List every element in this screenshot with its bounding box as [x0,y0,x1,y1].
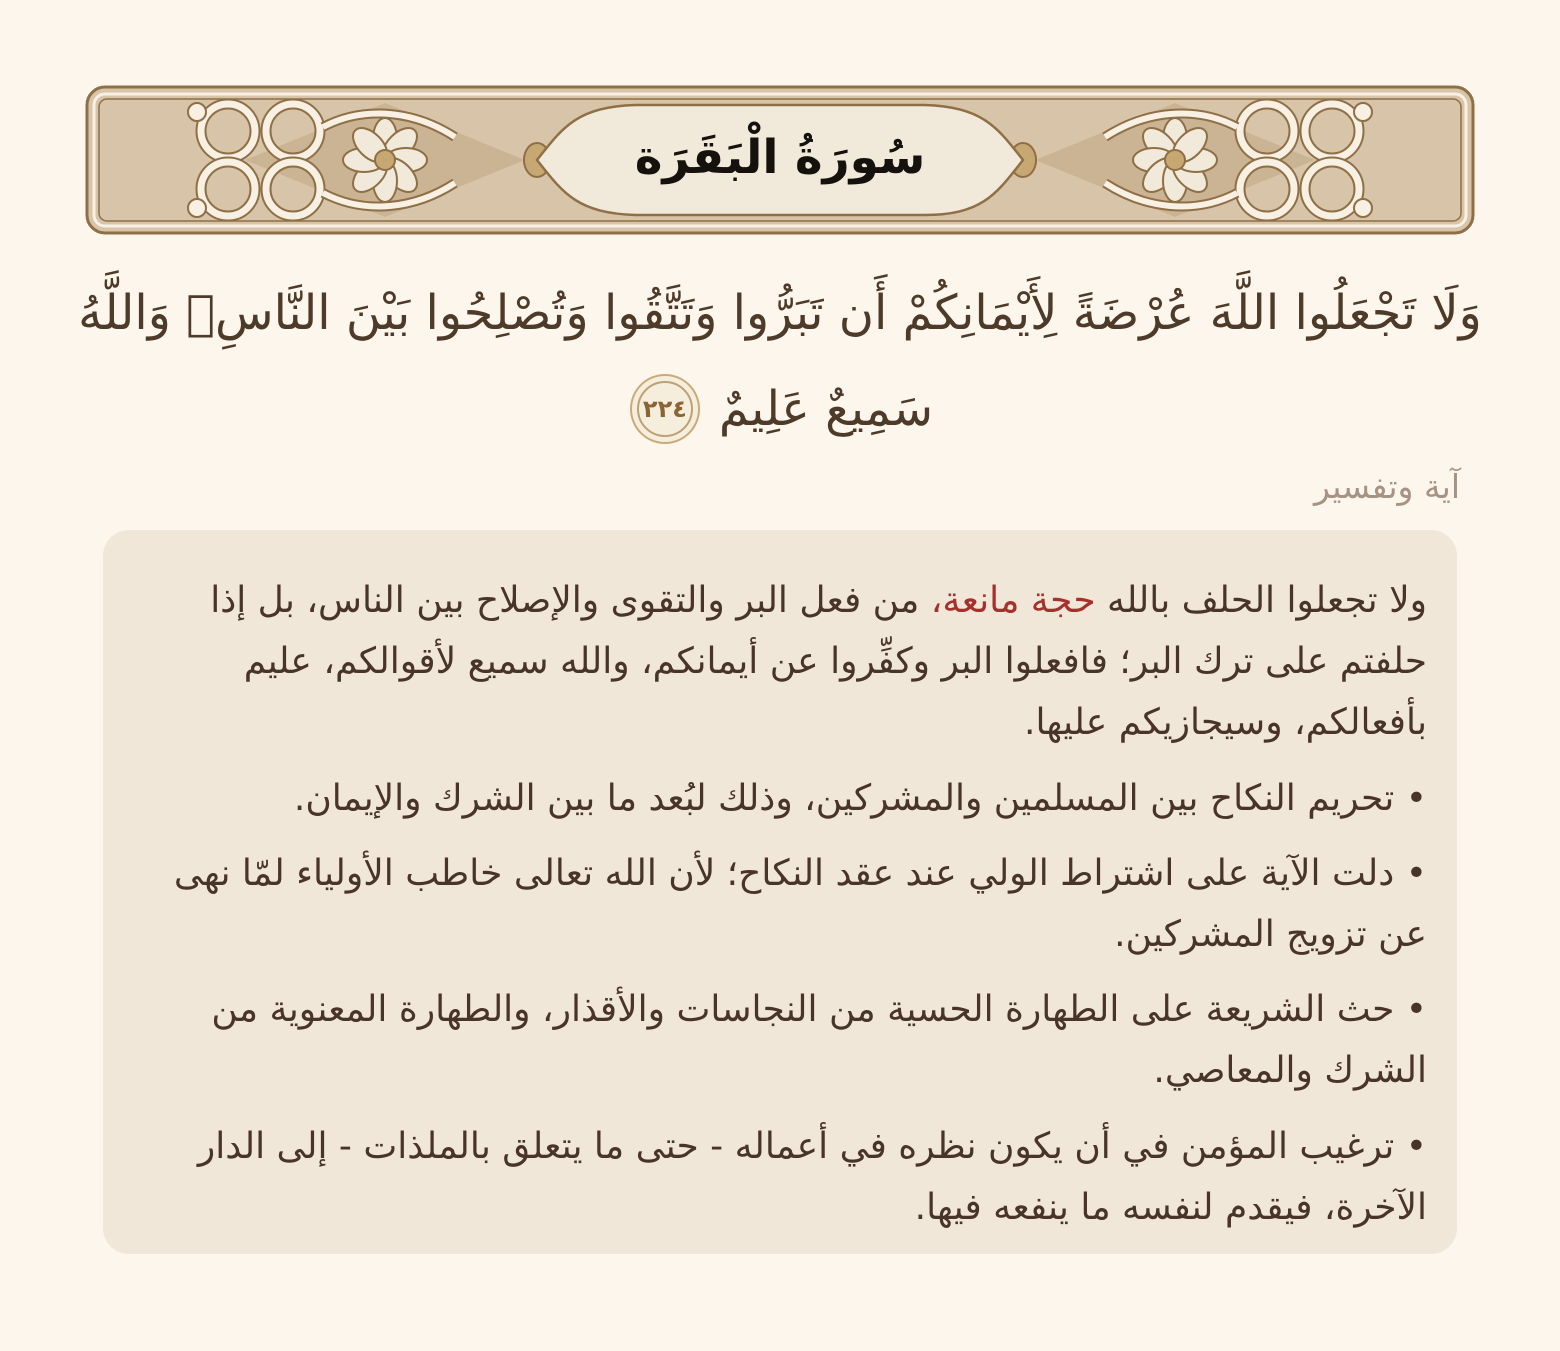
tafsir-bullet-3: • حث الشريعة على الطهارة الحسية من النجاسات والأقذار، والطهارة المعنوية من الشرك والمعاصي. [211,989,1427,1092]
quran-verse [0,267,1560,437]
section-label: آية وتفسير [1314,467,1460,506]
intro-highlight-red: حجة مانعة، [930,580,1096,621]
verse-line-1: وَلَا تَجْعَلُوا اللَّهَ عُرْضَةً لِأَيْمَانِكُمْ أَن تَبَرُّوا وَتَتَّقُوا وَتُصْلِحُوا بَيْنَ النَّاسِۚ وَاللَّهُ [78,285,1482,341]
surah-banner [85,85,1475,235]
tafsir-bullet-4: • ترغيب المؤمن في أن يكون نظره في أعماله - حتى ما يتعلق بالملذات - إلى الدار الآخرة، فيقدم لنفسه ما ينفعه فيها. [197,1125,1427,1228]
tafsir-box [103,530,1457,1254]
verse-line-2 [0,381,1560,437]
verse-line-2-text: سَمِيعٌ عَلِيمٌ [718,381,934,437]
intro-text-after: من فعل البر والتقوى والإصلاح بين الناس، بل إذا حلفتم على ترك البر؛ فافعلوا البر وكفِّروا عن أيمانكم، والله سميع لأقوالكم، عليم بأفعالكم، وسيجازيكم عليها. [210,580,1427,744]
ayah-number: ٢٢٤ [642,395,687,423]
tafsir-bullet-2: • دلت الآية على اشتراط الولي عند عقد النكاح؛ لأن الله تعالى خاطب الأولياء لمّا نهى عن تزويج المشركين. [173,852,1427,955]
intro-text-before: ولا تجعلوا الحلف بالله [1095,580,1427,621]
ayah-number-medallion [637,381,693,437]
tafsir-bullet-1: • تحريم النكاح بين المسلمين والمشركين، وذلك لبُعد ما بين الشرك والإيمان. [293,777,1427,819]
page [0,85,1560,1351]
tafsir-intro-paragraph [163,570,1427,754]
surah-title: سُورَةُ الْبَقَرَة [634,129,926,185]
